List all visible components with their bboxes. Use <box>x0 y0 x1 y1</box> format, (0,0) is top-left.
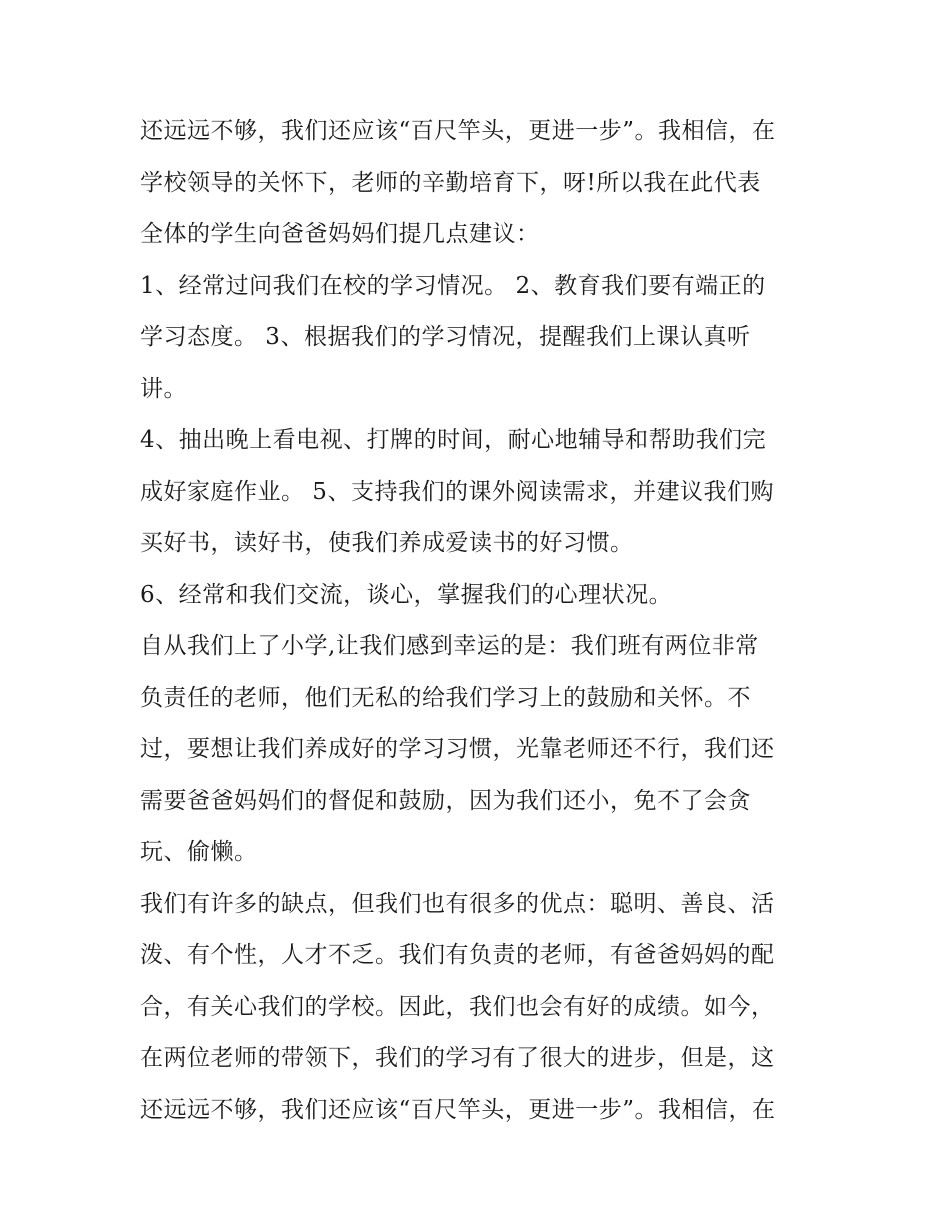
paragraph-suggestions-4-5 <box>140 415 820 570</box>
text-line: 过，要想让我们养成好的学习习惯，光靠老师还不行，我们还 <box>140 736 775 762</box>
text-line: 玩、偷懒。 <box>140 839 258 865</box>
text-line: 还远远不够，我们还应该“百尺竿头，更进一步”。我相信，在 <box>140 1096 776 1123</box>
text-line: 4、抽出晚上看电视、打牌的时间，耐心地辅导和帮助我们完 <box>140 427 767 453</box>
paragraph-intro <box>140 106 820 261</box>
text-line: 合，有关心我们的学校。因此，我们也会有好的成绩。如今， <box>140 993 775 1020</box>
text-line: 需要爸爸妈妈们的督促和鼓励，因为我们还小，免不了会贪 <box>140 787 751 814</box>
text-line: 自从我们上了小学,让我们感到幸运的是：我们班有两位非常 <box>140 633 759 659</box>
text-line: 全体的学生向爸爸妈妈们提几点建议： <box>140 221 540 247</box>
text-line: 负责任的老师，他们无私的给我们学习上的鼓励和关怀。不 <box>140 684 751 711</box>
document-body <box>140 106 820 1136</box>
text-line: 买好书，读好书，使我们养成爱读书的好习惯。 <box>140 530 634 556</box>
paragraph-teachers <box>140 621 820 879</box>
text-line: 在两位老师的带领下，我们的学习有了很大的进步，但是，这 <box>140 1045 775 1071</box>
paragraph-strengths <box>140 879 820 1137</box>
text-line: 1、经常过问我们在校的学习情况。 2、教育我们要有端正的 <box>140 272 766 299</box>
text-line: 我们有许多的缺点，但我们也有很多的优点：聪明、善良、活 <box>140 890 775 917</box>
paragraph-suggestions-1-3 <box>140 261 820 416</box>
text-line: 成好家庭作业。 5、支持我们的课外阅读需求，并建议我们购 <box>140 478 774 505</box>
text-line: 6、经常和我们交流，谈心，掌握我们的心理状况。 <box>140 581 673 608</box>
text-line: 泼、有个性，人才不乏。我们有负责的老师，有爸爸妈妈的配 <box>140 942 775 968</box>
text-line: 还远远不够，我们还应该“百尺竿头，更进一步”。我相信，在 <box>140 118 776 144</box>
paragraph-suggestion-6 <box>140 570 820 622</box>
text-line: 学习态度。 3、根据我们的学习情况，提醒我们上课认真听 <box>140 324 751 350</box>
text-line: 讲。 <box>140 375 187 402</box>
text-line: 学校领导的关怀下，老师的辛勤培育下，呀!所以我在此代表 <box>140 169 761 196</box>
